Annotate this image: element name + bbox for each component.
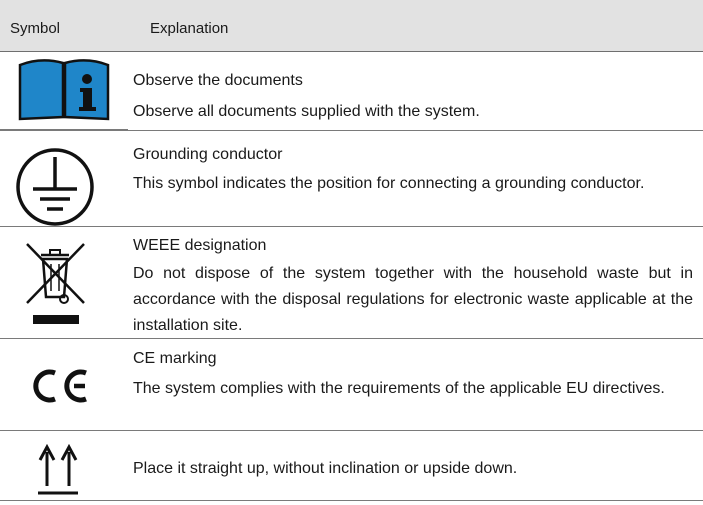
documents-info-book-icon <box>17 59 111 121</box>
row-text <box>133 345 673 404</box>
row-title: WEEE designation <box>133 237 267 254</box>
row-divider <box>0 500 703 501</box>
table-row <box>0 130 703 226</box>
row-title: Observe the documents <box>133 72 303 89</box>
row-text <box>133 68 693 125</box>
row-title: CE marking <box>133 350 217 367</box>
row-text <box>133 456 693 482</box>
symbol-column-header: Symbol <box>10 20 61 37</box>
row-divider <box>0 226 703 227</box>
this-way-up-arrows-icon <box>36 444 80 496</box>
row-text <box>133 142 693 197</box>
row-description: Place it straight up, without inclination or upside down. <box>133 460 518 477</box>
table-header <box>0 0 703 52</box>
row-divider <box>0 130 703 131</box>
row-divider <box>0 430 703 431</box>
row-description: This symbol indicates the position for connecting a grounding conductor. <box>133 175 645 192</box>
table-row <box>0 430 703 505</box>
explanation-column-header: Explanation <box>150 20 229 37</box>
table-row <box>0 52 703 130</box>
row-description: The system complies with the requirements of the applicable EU directives. <box>133 380 665 397</box>
grounding-conductor-icon <box>15 147 95 227</box>
weee-crossed-bin-icon <box>24 241 88 327</box>
table-row <box>0 338 703 430</box>
row-description: Do not dispose of the system together with the household waste but in accordance with the disposal regulations for electronic waste applicable at the installation site. <box>133 265 693 334</box>
row-text <box>133 233 693 339</box>
table-row <box>0 226 703 338</box>
row-title: Grounding conductor <box>133 146 283 163</box>
ce-marking-icon <box>28 368 92 404</box>
row-divider <box>0 338 703 339</box>
row-description: Observe all documents supplied with the system. <box>133 103 480 120</box>
